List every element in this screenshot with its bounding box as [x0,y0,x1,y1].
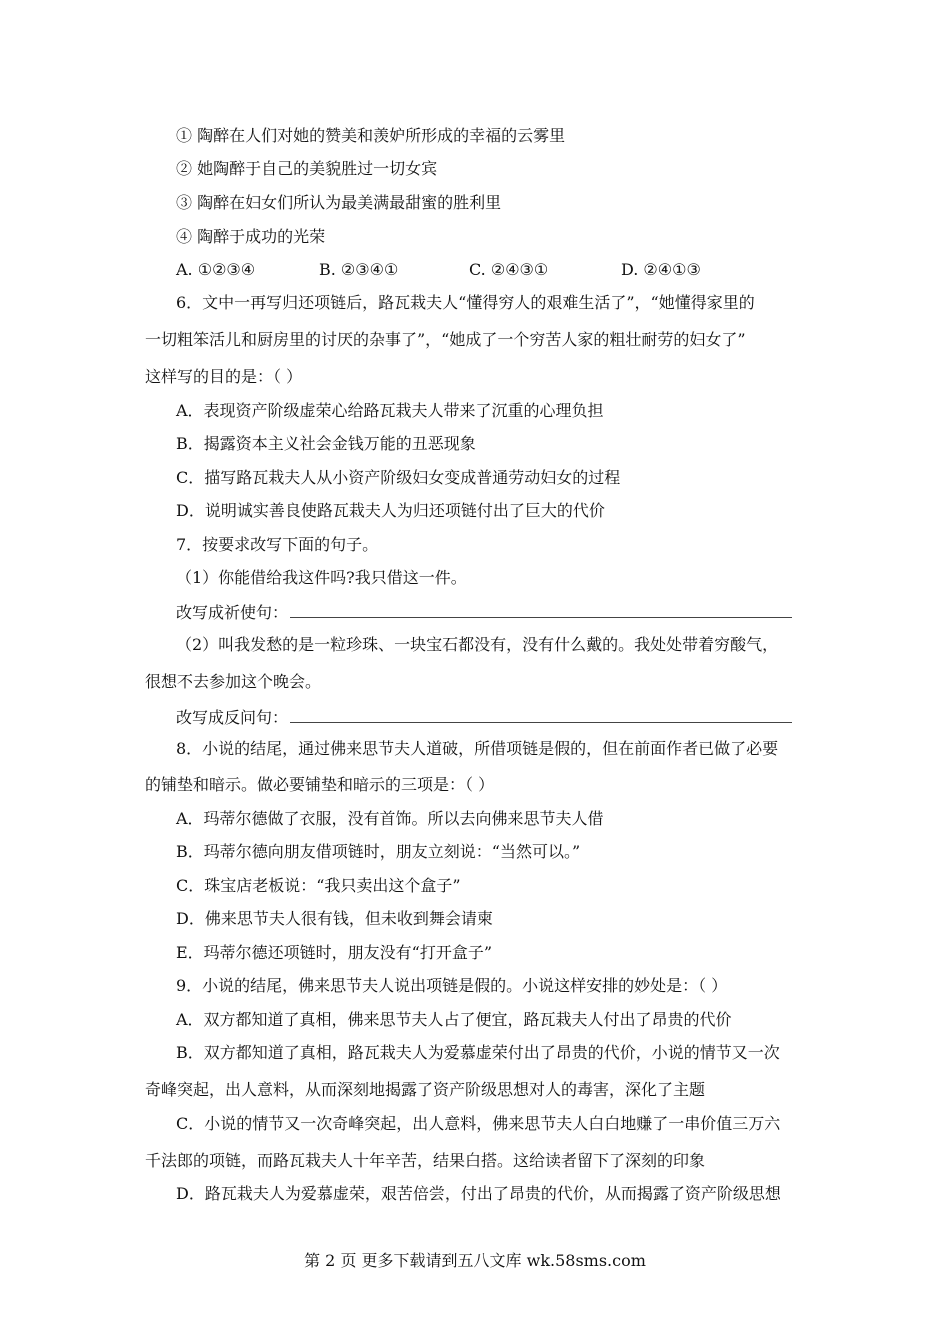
q7-sentence-2: （2）叫我发愁的是一粒珍珠、一块宝石都没有，没有什么戴的。我处处带着穷酸气， [176,635,779,654]
q8-stem: 8．小说的结尾，通过佛来思节夫人道破，所借项链是假的，但在前面作者已做了必要 [176,739,779,758]
q9-option-c: C．小说的情节又一次奇峰突起，出人意料，佛来思节夫人白白地赚了一串价值三万六 [176,1114,781,1133]
q7-stem: 7．按要求改写下面的句子。 [176,535,379,554]
q9-stem: 9．小说的结尾，佛来思节夫人说出项链是假的。小说这样安排的妙处是：（ ） [176,976,728,995]
q9-option-b: B．双方都知道了真相，路瓦栽夫人为爱慕虚荣付出了昂贵的代价，小说的情节又一次 [176,1043,780,1062]
q8-stem-cont: 的铺垫和暗示。做必要铺垫和暗示的三项是：（ ） [145,775,495,794]
q6-stem-cont: 一切粗笨活儿和厨房里的讨厌的杂事了”，“她成了一个穷苦人家的粗壮耐劳的妇女了” [145,330,746,349]
q6-option-c: C．描写路瓦栽夫人从小资产阶级妇女变成普通劳动妇女的过程 [176,468,621,487]
q7-rewrite-1 [176,600,792,624]
q6-option-a: A．表现资产阶级虚荣心给路瓦栽夫人带来了沉重的心理负担 [176,401,604,420]
q7-rewrite-1-label: 改写成祈使句： [176,603,289,622]
q8-option-e: E．玛蒂尔德还项链时，朋友没有“打开盒子” [176,943,493,962]
q5-choice-d: D. ②④①③ [621,260,701,279]
q6-stem-end: 这样写的目的是：（ ） [145,367,303,386]
page-footer: 第 2 页 更多下载请到五八文库 wk.58sms.com [304,1251,646,1270]
q6-stem: 6．文中一再写归还项链后，路瓦栽夫人“懂得穷人的艰难生活了”，“她懂得家里的 [176,293,755,312]
q5-choice-b: B. ②③④① [319,260,399,279]
option-1-line: ① 陶醉在人们对她的赞美和羡妒所形成的幸福的云雾里 [176,126,566,145]
q9-option-b-cont: 奇峰突起，出人意料，从而深刻地揭露了资产阶级思想对人的毒害，深化了主题 [145,1080,706,1099]
q7-sentence-2-cont: 很想不去参加这个晚会。 [145,672,322,691]
option-4-line: ④ 陶醉于成功的光荣 [176,227,326,246]
answer-blank-1[interactable] [290,600,792,618]
q8-option-d: D．佛来思节夫人很有钱，但未收到舞会请柬 [176,909,493,928]
q6-option-b: B．揭露资本主义社会金钱万能的丑恶现象 [176,434,476,453]
q9-option-a: A．双方都知道了真相，佛来思节夫人占了便宜，路瓦栽夫人付出了昂贵的代价 [176,1010,732,1029]
answer-blank-2[interactable] [290,705,792,723]
q8-option-c: C．珠宝店老板说：“我只卖出这个盒子” [176,876,461,895]
q7-rewrite-2 [176,705,792,729]
q7-rewrite-2-label: 改写成反问句： [176,708,289,727]
q8-option-b: B．玛蒂尔德向朋友借项链时，朋友立刻说：“当然可以。” [176,842,581,861]
q7-sentence-1: （1）你能借给我这件吗?我只借这一件。 [176,568,467,587]
option-3-line: ③ 陶醉在妇女们所认为最美满最甜蜜的胜利里 [176,193,502,212]
option-2-line: ② 她陶醉于自己的美貌胜过一切女宾 [176,159,438,178]
q5-choices [176,259,701,281]
q9-option-c-cont: 千法郎的项链，而路瓦栽夫人十年辛苦，结果白搭。这给读者留下了深刻的印象 [145,1151,706,1170]
q9-option-d: D．路瓦栽夫人为爱慕虚荣，艰苦倍尝，付出了昂贵的代价，从而揭露了资产阶级思想 [176,1184,781,1203]
q6-option-d: D．说明诚实善良使路瓦栽夫人为归还项链付出了巨大的代价 [176,501,605,520]
q5-choice-c: C. ②④③① [469,260,549,279]
q5-choice-a: A. ①②③④ [176,260,256,279]
q8-option-a: A．玛蒂尔德做了衣服，没有首饰。所以去向佛来思节夫人借 [176,809,604,828]
